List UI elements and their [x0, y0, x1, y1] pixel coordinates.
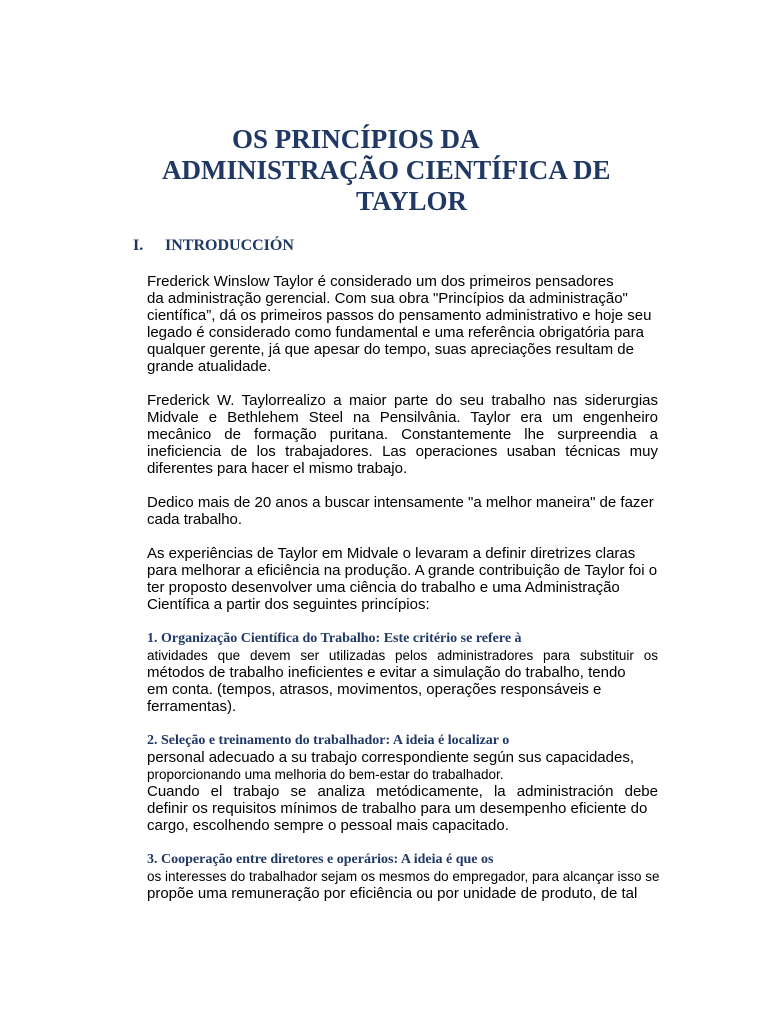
- text-line: personal adecuado a su trabajo correspondiente según sus capacidades,: [147, 749, 635, 766]
- text-line: ferramentas).: [147, 698, 237, 715]
- text-line: da administração gerencial. Com sua obra "Princípios da administração": [147, 290, 628, 307]
- text-line: legado é considerado como fundamental e uma referência obrigatória para: [147, 324, 644, 341]
- section-title: INTRODUCCIÓN: [165, 237, 294, 254]
- text-line: os interesses do trabalhador sejam os mesmos do empregador, para alcançar isso se: [147, 869, 660, 884]
- document-body: [147, 273, 658, 902]
- text-line: ineficiencia de los trabajadores. Las operaciones usaban técnicas muy: [147, 443, 658, 460]
- text-line: definir os requisitos mínimos de trabalho para um desempenho eficiente do: [147, 800, 648, 817]
- text-line: cargo, escolhendo sempre o pessoal mais capacitado.: [147, 817, 509, 834]
- paragraph-1: [147, 273, 658, 375]
- text-line: para melhorar a eficiência na produção. A grande contribuição de Taylor foi o: [147, 562, 658, 579]
- section-number: I.: [133, 237, 144, 254]
- principle-heading: 1. Organização Científica do Trabalho: Este critério se refere à: [147, 631, 522, 646]
- text-line: científica”, dá os primeiros passos do pensamento administrativo e hoje seu: [147, 307, 652, 324]
- principle-1: [147, 630, 658, 715]
- text-line: As experiências de Taylor em Midvale o levaram a definir diretrizes claras: [147, 545, 636, 562]
- text-line: qualquer gerente, já que apesar do tempo, suas apreciações resultam de: [147, 341, 634, 358]
- text-line: Frederick W. Taylorrealizo a maior parte do seu trabalho nas siderurgias: [147, 392, 658, 409]
- paragraph-4: [147, 545, 658, 613]
- text-line: em conta. (tempos, atrasos, movimentos, operações responsáveis e: [147, 681, 602, 698]
- text-line: propõe uma remuneração por eficiência ou por unidade de produto, de tal: [147, 885, 638, 902]
- section-heading: [133, 236, 294, 256]
- text-line: Frederick Winslow Taylor é considerado um dos primeiros pensadores: [147, 273, 614, 290]
- principle-heading: 2. Seleção e treinamento do trabalhador: A ideia é localizar o: [147, 733, 510, 748]
- text-line: métodos de trabalho ineficientes e evitar a simulação do trabalho, tendo: [147, 664, 626, 681]
- title-line: ADMINISTRAÇÃO CIENTÍFICA DE: [162, 155, 611, 185]
- principle-2: [147, 732, 658, 834]
- title-line: TAYLOR: [355, 186, 468, 216]
- text-line: Científica a partir dos seguintes princípios:: [147, 596, 430, 613]
- text-line: Midvale e Bethlehem Steel na Pensilvânia. Taylor era um engenheiro: [147, 409, 658, 426]
- document-title: [120, 124, 668, 217]
- paragraph-3: [147, 494, 658, 528]
- text-line: mecânico de formação puritana. Constantemente lhe surpreendia a: [147, 426, 658, 443]
- principle-3: [147, 851, 658, 902]
- paragraph-2: [147, 392, 658, 477]
- text-line: atividades que devem ser utilizadas pelos administradores para substituir os: [147, 648, 658, 663]
- text-line: cada trabalho.: [147, 511, 243, 528]
- title-line: OS PRINCÍPIOS DA: [232, 124, 480, 154]
- text-line: proporcionando uma melhoria do bem-estar do trabalhador.: [147, 767, 504, 782]
- text-line: ter proposto desenvolver uma ciência do trabalho e uma Administração: [147, 579, 620, 596]
- text-line: Cuando el trabajo se analiza metódicamente, la administración debe: [147, 783, 658, 800]
- text-line: diferentes para hacer el mismo trabajo.: [147, 460, 408, 477]
- text-line: Dedico mais de 20 anos a buscar intensamente "a melhor maneira" de fazer: [147, 494, 654, 511]
- principle-heading: 3. Cooperação entre diretores e operários: A ideia é que os: [147, 852, 494, 867]
- text-line: grande atualidade.: [147, 358, 272, 375]
